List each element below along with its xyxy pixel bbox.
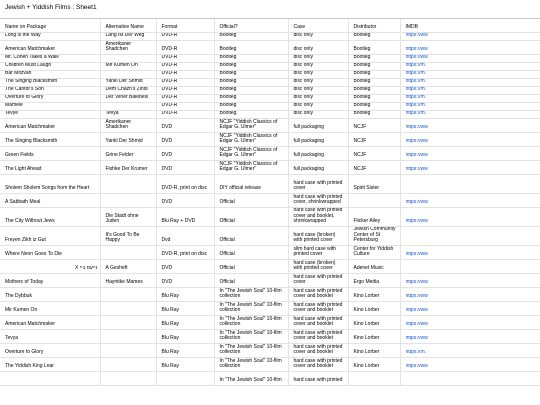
table-cell[interactable]: Der Vilner Balebesi bbox=[100, 95, 156, 103]
table-cell[interactable] bbox=[100, 71, 156, 79]
imdb-link-cell[interactable] bbox=[400, 288, 540, 302]
table-cell[interactable]: Bootleg bbox=[348, 111, 400, 119]
table-row bbox=[0, 55, 540, 63]
table-row bbox=[0, 147, 540, 161]
table-cell[interactable]: DIY official release bbox=[214, 175, 288, 194]
table-cell[interactable]: hard case with printed cover and booklet bbox=[288, 288, 348, 302]
table-cell[interactable]: Kino Lorber bbox=[348, 302, 400, 316]
imdb-link-cell[interactable] bbox=[400, 302, 540, 316]
table-cell[interactable] bbox=[0, 372, 100, 386]
imdb-link-cell[interactable] bbox=[400, 33, 540, 41]
table-cell[interactable]: hard case with printed cover and booklet bbox=[288, 344, 348, 358]
table-cell[interactable]: Bootleg bbox=[348, 63, 400, 71]
imdb-link-cell[interactable] bbox=[400, 41, 540, 55]
table-cell[interactable]: full packaging bbox=[288, 161, 348, 175]
imdb-link-cell[interactable] bbox=[400, 79, 540, 87]
table-cell[interactable]: NCJF "Yiddish Classics of Edgar G. Ulmer" bbox=[214, 147, 288, 161]
table-cell[interactable]: Spirit Sister bbox=[348, 175, 400, 194]
imdb-link-cell[interactable] bbox=[400, 161, 540, 175]
imdb-link[interactable]: https://ww bbox=[405, 294, 428, 300]
table-cell[interactable]: NCJF bbox=[348, 147, 400, 161]
table-cell[interactable]: NCJF "Yiddish Classics of Edgar G. Ulmer" bbox=[214, 133, 288, 147]
table-cell[interactable]: Kino Lorber bbox=[348, 316, 400, 330]
table-cell[interactable] bbox=[348, 372, 400, 386]
table-cell[interactable]: disc only bbox=[288, 111, 348, 119]
table-cell[interactable]: In "The Jewish Soul" 10-film collection bbox=[214, 330, 288, 344]
table-cell[interactable]: Yankl Der Shmid bbox=[100, 133, 156, 147]
table-cell[interactable]: Blu Ray bbox=[156, 316, 214, 330]
table-row bbox=[0, 63, 540, 71]
imdb-link[interactable]: https://ww bbox=[405, 200, 428, 206]
imdb-link[interactable]: https://m. bbox=[405, 111, 427, 117]
table-cell[interactable] bbox=[100, 103, 156, 111]
table-cell[interactable] bbox=[156, 372, 214, 386]
table-row bbox=[0, 316, 540, 330]
table-cell[interactable]: Blu Ray bbox=[156, 288, 214, 302]
table-cell[interactable]: DVD-R bbox=[156, 111, 214, 119]
table-cell[interactable]: Grine Felder bbox=[100, 147, 156, 161]
imdb-link[interactable]: https://ww bbox=[405, 336, 428, 342]
table-cell[interactable]: Flicker Alley bbox=[348, 208, 400, 227]
imdb-link-cell[interactable] bbox=[400, 87, 540, 95]
table-cell[interactable]: Green Fields bbox=[0, 147, 100, 161]
table-cell[interactable]: Where Neon Goes To Die bbox=[0, 246, 100, 260]
table-cell[interactable]: Bootleg bbox=[348, 55, 400, 63]
table-cell[interactable] bbox=[348, 194, 400, 208]
table-cell[interactable]: In "The Jewish Soul" 10-film collection bbox=[214, 358, 288, 372]
table-row bbox=[0, 208, 540, 227]
imdb-link[interactable]: https://m. bbox=[405, 103, 427, 109]
imdb-link[interactable]: https://m. bbox=[405, 63, 427, 69]
imdb-link[interactable]: https://ww bbox=[405, 364, 428, 370]
table-cell[interactable]: Bootleg bbox=[348, 95, 400, 103]
table-cell[interactable]: In "The Jewish Soul" 10-film collection bbox=[214, 302, 288, 316]
table-cell[interactable]: Dem Chazn's Zindl bbox=[100, 87, 156, 95]
table-cell[interactable]: A Sabbath Meal bbox=[0, 194, 100, 208]
imdb-link[interactable]: https://ww bbox=[405, 308, 428, 314]
table-cell[interactable]: Official bbox=[214, 227, 288, 246]
table-cell[interactable]: In "The Jewish Soul" 10-film bbox=[214, 372, 288, 386]
imdb-link-cell[interactable] bbox=[400, 175, 540, 194]
table-row bbox=[0, 175, 540, 194]
table-cell[interactable] bbox=[100, 330, 156, 344]
table-cell[interactable] bbox=[100, 302, 156, 316]
table-cell[interactable]: Official bbox=[214, 194, 288, 208]
table-cell[interactable]: DVD bbox=[156, 274, 214, 288]
table-cell[interactable]: Jewish Community Center of St Petersburg bbox=[348, 227, 400, 246]
table-cell[interactable]: DVD-R bbox=[156, 79, 214, 87]
sheet-title: Jewish + Yiddish Films : Sheet1 bbox=[5, 4, 97, 11]
imdb-link-cell[interactable] bbox=[400, 260, 540, 274]
column-header[interactable]: Format bbox=[156, 19, 214, 33]
table-cell[interactable] bbox=[100, 175, 156, 194]
column-header[interactable]: IMDB bbox=[400, 19, 540, 33]
table-cell[interactable]: Kino Lorber bbox=[348, 344, 400, 358]
table-cell[interactable]: disc only bbox=[288, 95, 348, 103]
table-cell[interactable]: Bootleg bbox=[214, 111, 288, 119]
table-cell[interactable]: disc only bbox=[288, 33, 348, 41]
imdb-link[interactable]: https://ww bbox=[405, 33, 428, 39]
table-cell[interactable]: DVD-R, print on disc bbox=[156, 246, 214, 260]
table-cell[interactable]: Kino Lorber bbox=[348, 288, 400, 302]
table-cell[interactable]: Bootleg bbox=[214, 79, 288, 87]
imdb-link-cell[interactable] bbox=[400, 63, 540, 71]
table-cell[interactable]: disc only bbox=[288, 103, 348, 111]
imdb-link[interactable]: https://ww bbox=[405, 153, 428, 159]
table-cell[interactable]: full packaging bbox=[288, 119, 348, 133]
table-cell[interactable]: disc only bbox=[288, 63, 348, 71]
table-cell[interactable]: The Cantor's Son bbox=[0, 87, 100, 95]
imdb-link-cell[interactable] bbox=[400, 227, 540, 246]
imdb-link[interactable]: https://m. bbox=[405, 87, 427, 93]
table-row bbox=[0, 194, 540, 208]
table-cell[interactable]: NCJF "Yiddish Classics of Edgar G. Ulmer" bbox=[214, 119, 288, 133]
table-cell[interactable]: disc only bbox=[288, 55, 348, 63]
imdb-link[interactable]: https://m. bbox=[405, 95, 427, 101]
imdb-link-cell[interactable] bbox=[400, 344, 540, 358]
imdb-link[interactable]: https://m. bbox=[405, 71, 427, 77]
imdb-link-cell[interactable] bbox=[400, 133, 540, 147]
imdb-link[interactable]: https://ww bbox=[405, 322, 428, 328]
table-cell[interactable]: Tevya bbox=[100, 111, 156, 119]
table-cell[interactable]: The Light Ahead bbox=[0, 161, 100, 175]
table-cell[interactable]: Adenet Music bbox=[348, 260, 400, 274]
table-cell[interactable]: Tevye bbox=[0, 111, 100, 119]
table-cell[interactable]: Tevya bbox=[0, 330, 100, 344]
imdb-link[interactable]: https://m. bbox=[405, 350, 427, 356]
table-cell[interactable]: Die Stadt ohne Juden bbox=[100, 208, 156, 227]
table-row bbox=[0, 33, 540, 41]
table-cell[interactable]: DVD-R bbox=[156, 41, 214, 55]
table-cell[interactable]: Bootleg bbox=[214, 55, 288, 63]
table-cell[interactable]: The City Without Jews bbox=[0, 208, 100, 227]
table-cell[interactable]: disc only bbox=[288, 71, 348, 79]
table-cell[interactable]: Kino Lorber bbox=[348, 358, 400, 372]
table-cell[interactable] bbox=[100, 288, 156, 302]
imdb-link[interactable]: https://ww bbox=[405, 167, 428, 173]
table-row bbox=[0, 274, 540, 288]
table-cell[interactable]: DVD bbox=[156, 260, 214, 274]
table-row bbox=[0, 71, 540, 79]
imdb-link-cell[interactable] bbox=[400, 147, 540, 161]
table-cell[interactable]: Bootleg bbox=[348, 71, 400, 79]
table-cell[interactable]: DVD bbox=[156, 133, 214, 147]
table-cell[interactable]: hard case with printed cover bbox=[288, 175, 348, 194]
table-cell[interactable]: NCJF bbox=[348, 133, 400, 147]
table-cell[interactable]: full packaging bbox=[288, 133, 348, 147]
imdb-link[interactable]: https://ww bbox=[405, 280, 428, 286]
column-header[interactable]: Distributor bbox=[348, 19, 400, 33]
table-cell[interactable]: Bootleg bbox=[348, 103, 400, 111]
table-cell[interactable]: hard case (broken) with printed cover bbox=[288, 260, 348, 274]
table-cell[interactable]: DVD-R bbox=[156, 87, 214, 95]
table-cell[interactable]: Children Must Laugh bbox=[0, 63, 100, 71]
table-cell[interactable]: disc only bbox=[288, 87, 348, 95]
imdb-link[interactable]: https://ww bbox=[405, 219, 428, 225]
table-row bbox=[0, 260, 540, 274]
table-cell[interactable]: Official bbox=[214, 260, 288, 274]
table-cell[interactable]: Dvd bbox=[156, 227, 214, 246]
table-cell[interactable]: Bootleg bbox=[348, 41, 400, 55]
table-cell[interactable]: In "The Jewish Soul" 10-film collection bbox=[214, 316, 288, 330]
imdb-link-cell[interactable] bbox=[400, 111, 540, 119]
table-cell[interactable]: Mothers of Today bbox=[0, 274, 100, 288]
table-row bbox=[0, 246, 540, 260]
table-cell[interactable]: hard case with printed bbox=[288, 372, 348, 386]
table-cell[interactable]: Lang Ist Der Weg bbox=[100, 33, 156, 41]
table-cell[interactable]: Blu Ray + DVD bbox=[156, 208, 214, 227]
table-cell[interactable]: hard case with printed cover and booklet bbox=[288, 316, 348, 330]
table-cell[interactable]: Mr. Cohen Takes a Walk bbox=[0, 55, 100, 63]
imdb-link-cell[interactable] bbox=[400, 274, 540, 288]
table-cell[interactable]: Overture to Glory bbox=[0, 95, 100, 103]
table-cell[interactable]: Bootleg bbox=[214, 33, 288, 41]
table-row bbox=[0, 133, 540, 147]
table-cell[interactable]: hard case with printed cover and booklet bbox=[288, 302, 348, 316]
imdb-link-cell[interactable] bbox=[400, 194, 540, 208]
table-row bbox=[0, 95, 540, 103]
table-cell[interactable]: full packaging bbox=[288, 147, 348, 161]
column-header[interactable]: Name on Package bbox=[0, 19, 100, 33]
table-cell[interactable]: Mamele bbox=[0, 103, 100, 111]
table-cell[interactable]: hard case with printed cover bbox=[288, 274, 348, 288]
table-cell[interactable]: Center for Yiddish Culture bbox=[348, 246, 400, 260]
column-header[interactable]: Case bbox=[288, 19, 348, 33]
table-cell[interactable]: Sholem Sholem Songs from the Heart bbox=[0, 175, 100, 194]
imdb-link-cell[interactable] bbox=[400, 358, 540, 372]
table-cell[interactable]: Bootleg bbox=[214, 71, 288, 79]
table-cell[interactable]: Overture to Glory bbox=[0, 344, 100, 358]
table-cell[interactable]: Bootleg bbox=[214, 95, 288, 103]
table-row bbox=[0, 79, 540, 87]
imdb-link[interactable]: https://ww bbox=[405, 55, 428, 61]
table-cell[interactable]: Blu Ray bbox=[156, 330, 214, 344]
table-cell[interactable]: Blu Ray bbox=[156, 344, 214, 358]
table-cell[interactable]: The Singing Blacksmith bbox=[0, 79, 100, 87]
table-cell[interactable]: DVD bbox=[156, 119, 214, 133]
table-cell[interactable]: Blu Ray bbox=[156, 302, 214, 316]
table-cell[interactable] bbox=[100, 372, 156, 386]
spreadsheet-table bbox=[0, 19, 540, 386]
table-cell[interactable]: hard case with printed cover and booklet bbox=[288, 358, 348, 372]
table-cell[interactable] bbox=[100, 316, 156, 330]
table-cell[interactable]: disc only bbox=[288, 79, 348, 87]
table-cell[interactable]: DVD-R bbox=[156, 95, 214, 103]
imdb-link-cell[interactable] bbox=[400, 119, 540, 133]
table-row bbox=[0, 103, 540, 111]
table-cell[interactable]: The Dybbuk bbox=[0, 288, 100, 302]
spreadsheet[interactable] bbox=[0, 19, 540, 405]
table-cell[interactable]: Kino Lorber bbox=[348, 330, 400, 344]
table-cell[interactable]: Amerikaner Shadchen bbox=[100, 119, 156, 133]
table-row bbox=[0, 87, 540, 95]
table-cell[interactable]: Yankl Der Shmid bbox=[100, 79, 156, 87]
imdb-link-cell[interactable] bbox=[400, 330, 540, 344]
imdb-link[interactable]: https://ww bbox=[405, 47, 428, 53]
table-cell[interactable]: hard case (broken) with printed cover bbox=[288, 227, 348, 246]
table-cell[interactable]: DVD-R, print on disc bbox=[156, 175, 214, 194]
table-row bbox=[0, 161, 540, 175]
table-cell[interactable]: Official bbox=[214, 274, 288, 288]
table-cell[interactable] bbox=[100, 358, 156, 372]
table-cell[interactable]: Bootleg bbox=[348, 87, 400, 95]
header-row bbox=[0, 19, 540, 33]
table-cell[interactable]: hard case with printed cover and booklet, shrinkwrapped bbox=[288, 208, 348, 227]
table-cell[interactable]: American Matchmaker bbox=[0, 316, 100, 330]
table-cell[interactable]: disc only bbox=[288, 41, 348, 55]
table-cell[interactable]: American Matchmaker bbox=[0, 119, 100, 133]
table-cell[interactable]: DVD-R bbox=[156, 63, 214, 71]
imdb-link[interactable]: https://ww bbox=[405, 125, 428, 131]
table-cell[interactable]: DVD bbox=[156, 147, 214, 161]
table-cell[interactable]: Ergo Media bbox=[348, 274, 400, 288]
table-cell[interactable]: NCJF bbox=[348, 119, 400, 133]
table-row bbox=[0, 302, 540, 316]
table-cell[interactable]: Fishke Der Krumer bbox=[100, 161, 156, 175]
imdb-link-cell[interactable] bbox=[400, 103, 540, 111]
table-cell[interactable] bbox=[100, 194, 156, 208]
imdb-link-cell[interactable] bbox=[400, 316, 540, 330]
table-cell[interactable]: In "The Jewish Soul" 10-film collection bbox=[214, 344, 288, 358]
imdb-link-cell[interactable] bbox=[400, 208, 540, 227]
imdb-link-cell[interactable] bbox=[400, 372, 540, 386]
table-cell[interactable]: hard case with printed cover, shrinkwrapped bbox=[288, 194, 348, 208]
table-cell[interactable]: slim hard case with printed cover bbox=[288, 246, 348, 260]
table-cell[interactable]: NCJF "Yiddish Classics of Edgar G. Ulmer" bbox=[214, 161, 288, 175]
table-cell[interactable]: Bootleg bbox=[348, 79, 400, 87]
table-cell[interactable]: Bootleg bbox=[214, 63, 288, 71]
table-row bbox=[0, 288, 540, 302]
table-cell[interactable]: Hayntike Mames bbox=[100, 274, 156, 288]
table-cell[interactable] bbox=[100, 246, 156, 260]
imdb-link-cell[interactable] bbox=[400, 71, 540, 79]
table-cell[interactable]: Bootleg bbox=[214, 103, 288, 111]
table-cell[interactable]: DVD-R bbox=[156, 71, 214, 79]
table-row bbox=[0, 227, 540, 246]
table-cell[interactable]: Bootleg bbox=[214, 87, 288, 95]
table-cell[interactable]: Blu Ray bbox=[156, 358, 214, 372]
imdb-link[interactable]: https://m. bbox=[405, 79, 427, 85]
table-cell[interactable]: NCJF bbox=[348, 161, 400, 175]
column-header[interactable]: Official? bbox=[214, 19, 288, 33]
table-cell[interactable]: Mir Kumen On bbox=[100, 63, 156, 71]
table-cell[interactable]: Amerikaner Shadchen bbox=[100, 41, 156, 55]
column-header[interactable]: Alternative Name bbox=[100, 19, 156, 33]
table-cell[interactable]: DVD bbox=[156, 161, 214, 175]
table-row bbox=[0, 358, 540, 372]
table-cell[interactable]: Official bbox=[214, 208, 288, 227]
table-cell[interactable]: DVD-R bbox=[156, 103, 214, 111]
table-cell[interactable]: hard case with printed cover and booklet bbox=[288, 330, 348, 344]
table-cell[interactable]: Bootleg bbox=[214, 41, 288, 55]
table-row bbox=[0, 41, 540, 55]
table-row bbox=[0, 372, 540, 386]
imdb-link-cell[interactable] bbox=[400, 55, 540, 63]
table-cell[interactable]: It's Good To Be Happy bbox=[100, 227, 156, 246]
table-cell[interactable]: The Singing Blacksmith bbox=[0, 133, 100, 147]
table-row bbox=[0, 330, 540, 344]
table-cell[interactable]: Χ נייעס ביי bbox=[0, 260, 100, 274]
table-cell[interactable]: DVD-R bbox=[156, 55, 214, 63]
table-cell[interactable]: Official bbox=[214, 246, 288, 260]
imdb-link[interactable]: https://ww bbox=[405, 252, 428, 258]
table-cell[interactable]: American Matchmaker bbox=[0, 41, 100, 55]
table-row bbox=[0, 344, 540, 358]
table-cell[interactable] bbox=[100, 344, 156, 358]
sheet-title-bar bbox=[0, 0, 540, 19]
table-cell[interactable]: Bar Mitzvah bbox=[0, 71, 100, 79]
table-cell[interactable]: DVD-R bbox=[156, 33, 214, 41]
table-cell[interactable]: DVD bbox=[156, 194, 214, 208]
table-row bbox=[0, 111, 540, 119]
imdb-link[interactable]: https://ww bbox=[405, 139, 428, 145]
table-cell[interactable]: Mir Kumen On bbox=[0, 302, 100, 316]
table-cell[interactable]: Bootleg bbox=[348, 33, 400, 41]
table-cell[interactable]: Long is the Way bbox=[0, 33, 100, 41]
imdb-link-cell[interactable] bbox=[400, 246, 540, 260]
table-cell[interactable]: A Gesheft bbox=[100, 260, 156, 274]
table-cell[interactable]: The Yiddish King Lear bbox=[0, 358, 100, 372]
imdb-link-cell[interactable] bbox=[400, 95, 540, 103]
table-cell[interactable]: Freyen Zikh iz Gut bbox=[0, 227, 100, 246]
table-cell[interactable] bbox=[100, 55, 156, 63]
table-row bbox=[0, 119, 540, 133]
table-cell[interactable]: In "The Jewish Soul" 10-film collection bbox=[214, 288, 288, 302]
